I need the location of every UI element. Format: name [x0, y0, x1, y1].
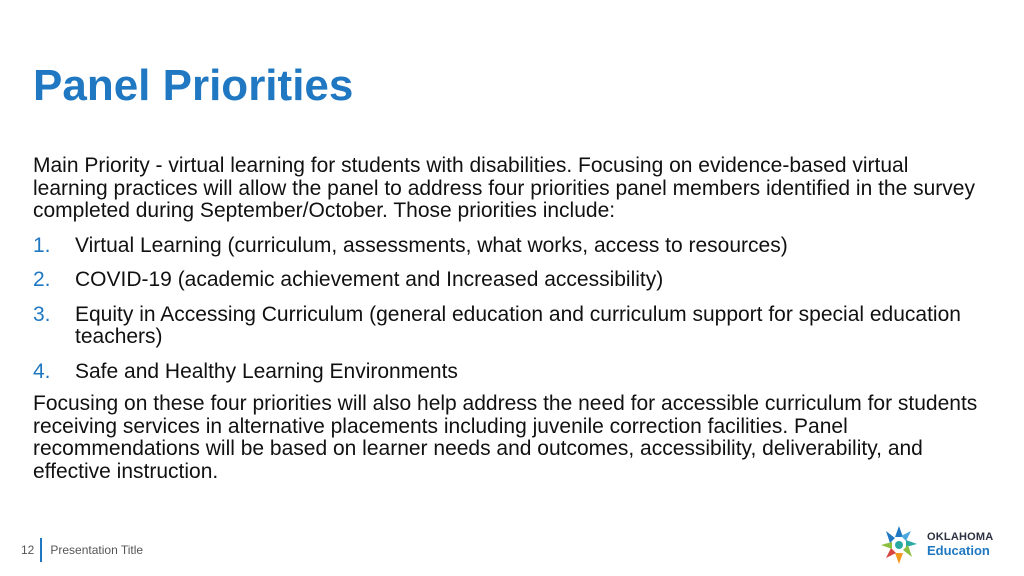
priority-item	[33, 361, 983, 384]
priority-number: 4.	[33, 359, 51, 383]
logo-petal-red	[886, 548, 896, 558]
logo-line-education: Education	[927, 542, 990, 558]
priority-number: 1.	[33, 233, 51, 257]
logo-petal-light-blue	[901, 531, 911, 541]
priority-number: 3.	[33, 302, 51, 326]
logo-text	[927, 532, 993, 557]
logo-petal-green	[903, 545, 912, 557]
priority-item	[33, 304, 983, 349]
closing-paragraph: Focusing on these four priorities will also help address the need for accessible curriculum for students receiving services in alternative placements including juvenile correction facilities. Panel recommendations will be based on learner needs and outcomes, accessibility, deliverability, and effective instruction.	[33, 392, 978, 483]
priority-text: Virtual Learning (curriculum, assessments, what works, access to resources)	[75, 233, 788, 257]
logo-petal-blue-left	[886, 531, 895, 543]
priority-number: 2.	[33, 268, 51, 291]
oklahoma-education-logo	[877, 522, 1007, 568]
priority-item	[33, 269, 983, 292]
priority-list	[33, 235, 983, 384]
priority-item	[33, 235, 983, 258]
priority-text: Safe and Healthy Learning Environments	[75, 359, 458, 383]
slide-footer	[21, 538, 143, 562]
logo-petal-blue	[895, 526, 903, 537]
intro-paragraph: Main Priority - virtual learning for students with disabilities. Focusing on evidence-based virtual learning practices will allow the panel to address four priorities panel members identified in the survey completed during September/October. Those priorities include:	[33, 154, 975, 222]
logo-center	[895, 541, 903, 549]
slide-content	[33, 155, 983, 483]
priority-text: COVID-19 (academic achievement and Increased accessibility)	[75, 268, 664, 291]
presentation-title: Presentation Title	[50, 543, 144, 557]
priority-text: Equity in Accessing Curriculum (general education and curriculum support for special education teachers)	[75, 302, 961, 348]
footer-divider	[40, 538, 42, 562]
page-number: 12	[21, 543, 35, 557]
logo-petal-green-left	[881, 542, 892, 549]
logo-line-oklahoma: OKLAHOMA	[927, 531, 994, 544]
logo-petal-orange	[895, 553, 903, 564]
slide-title: Panel Priorities	[33, 61, 354, 110]
oklahoma-star-icon	[877, 523, 921, 567]
